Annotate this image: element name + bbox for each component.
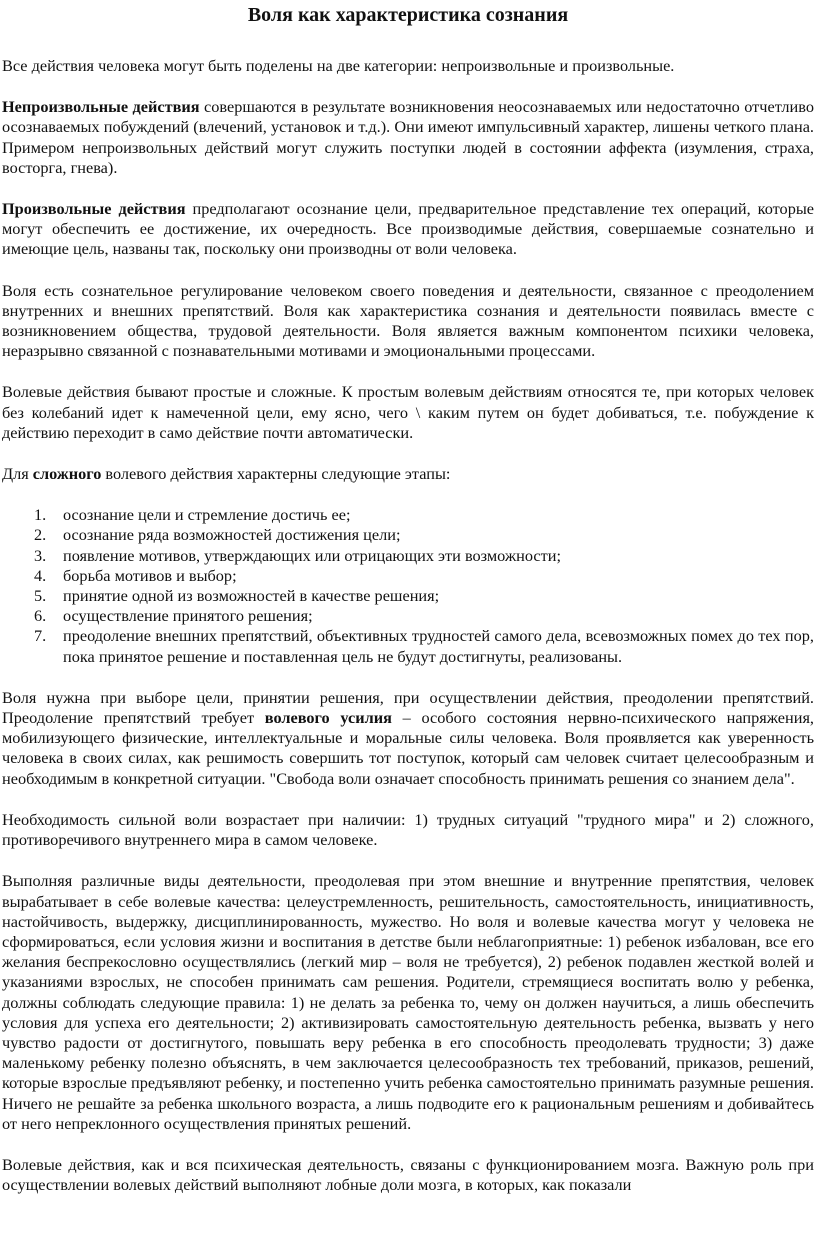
list-item [2,626,814,666]
brain-paragraph: Волевые действия, как и вся психическая деятельность, связаны с функционированием мозга. Важную роль при осуществлении волевых действий выполняют лобные доли мозга, в которых, как показали [2,1154,814,1195]
qualities-paragraph: Выполняя различные виды деятельности, преодолевая при этом внешние и внутренние препятствия, человек вырабатывает в себе волевые качества: целеустремленность, решительность, самостоятельность, инициативность, настойчивость, выдержку, дисциплинированность, мужество. Но воля и волевые качества могут у человека не сформироваться, если условия жизни и воспитания в детстве были неблагоприятные: 1) ребенок избалован, все его желания беспрекословно осуществлялись (легкий мир – воля не требуется), 2) ребенок подавлен жесткой волей и указаниями взрослых, не способен принимать сам решения. Родители, стремящиеся воспитать волю у ребенка, должны соблюдать следующие правила: 1) не делать за ребенка то, чему он должен научиться, а лишь обеспечить условия для успеха его деятельности; 2) активизировать самостоятельную деятельность ребенка, вызвать у него чувство радости от достигнутого, повышать веру ребенка в его способность преодолевать трудности; 3) даже маленькому ребенку полезно объяснять, в чем заключается целесообразность тех требований, приказов, решений, которые взрослые предъявляют ребенку, и постепенно учить ребенка самостоятельно принимать разумные решения. Ничего не решайте за ребенка школьного возраста, а лишь подводите его к рациональным решениям и добивайтесь от него непреклонного осуществления принятых решений. [2,871,814,1133]
list-item [2,546,814,566]
simple-complex-paragraph: Волевые действия бывают простые и сложные. К простым волевым действиям относятся те, при которых человек без колебаний идет к намеченной цели, ему ясно, чего \ каким путем он будет добиваться, т.е. побуждение к действию переходит в само действие почти автоматически. [2,382,814,442]
involuntary-text: совершаются в результате возникновения неосознаваемых или недостаточно отчетливо осознаваемых побуждений (влечений, установок и т.д.). Они имеют импульсивный характер, лишены четкого плана. Примером непроизвольных действий могут служить поступки людей в состоянии аффекта (изумления, страха, восторга, гнева). [2,97,814,177]
effort-post: – особого состояния нервно-психического напряжения, мобилизующего физические, интеллектуальные и моральные силы человека. Воля проявляется как уверенность человека в своих силах, как решимость совершить тот поступок, который сам человек считает целесообразным и необходимым в конкретной ситуации. "Свобода воли означает способность принимать решения со знанием дела". [2,708,814,788]
voluntary-text: предполагают осознание цели, предварительное представление тех операций, которые могут обеспечить ее достижение, их очередность. Все производимые действия, совершаемые сознательно и имеющие цель, названы так, поскольку они производны от воли человека. [2,199,814,259]
involuntary-term: Непроизвольные действия [2,97,200,117]
list-item [2,586,814,606]
list-item-text: борьба мотивов и выбор; [63,565,237,585]
list-item-number: 3. [34,545,47,565]
stages-intro [2,464,814,484]
intro-paragraph: Все действия человека могут быть поделены на две категории: непроизвольные и произвольные. [2,56,675,75]
list-item [2,606,814,626]
will-definition-paragraph: Воля есть сознательное регулирование человеком своего поведения и деятельности, связанное с преодолением внутренних и внешних препятствий. Воля как характеристика сознания и деятельности появилась вместе с возникновением общества, трудовой деятельности. Воля является важным компонентом психики человека, неразрывно связанной с познавательными мотивами и эмоциональными процессами. [2,280,814,361]
list-item-number: 6. [34,606,47,626]
list-item-number: 5. [34,586,47,606]
effort-paragraph [2,688,814,789]
list-item-text: осуществление принятого решения; [63,606,313,626]
list-item-text: осознание ряда возможностей достижения цели; [63,525,401,545]
voluntary-term: Произвольные действия [2,199,186,219]
stages-intro-post: волевого действия характерны следующие этапы: [101,464,451,484]
list-item-number: 4. [34,565,47,585]
list-item [2,505,814,525]
involuntary-paragraph [2,97,814,178]
page-title: Воля как характеристика сознания [247,4,569,26]
effort-pre: Воля нужна при выборе цели, принятии решения, при осуществлении действия, преодолении препятствий. Преодоление препятствий требует [2,687,814,728]
list-item-number: 1. [34,505,47,525]
voluntary-paragraph [2,199,814,260]
necessity-paragraph: Необходимость сильной воли возрастает при наличии: 1) трудных ситуаций "трудного мира" и 2) сложного, противоречивого внутреннего мира в самом человеке. [2,809,814,850]
list-item-text: появление мотивов, утверждающих или отрицающих эти возможности; [63,545,561,565]
stages-intro-bold: сложного [32,464,102,484]
list-item-number: 7. [34,626,47,646]
effort-bold: волевого усилия [264,708,392,728]
list-item-text: принятие одной из возможностей в качестве решения; [63,586,440,606]
stages-intro-pre: Для [2,464,33,484]
list-item [2,566,814,586]
list-item-number: 2. [34,525,47,545]
list-item-text: преодоление внешних препятствий, объективных трудностей самого дела, всевозможных помех до тех пор, пока принятое решение и поставленная цель не будут достигнуты, реализованы. [63,626,814,666]
list-item-text: осознание цели и стремление достичь ее; [63,505,351,525]
stages-list [2,505,814,667]
list-item [2,525,814,545]
